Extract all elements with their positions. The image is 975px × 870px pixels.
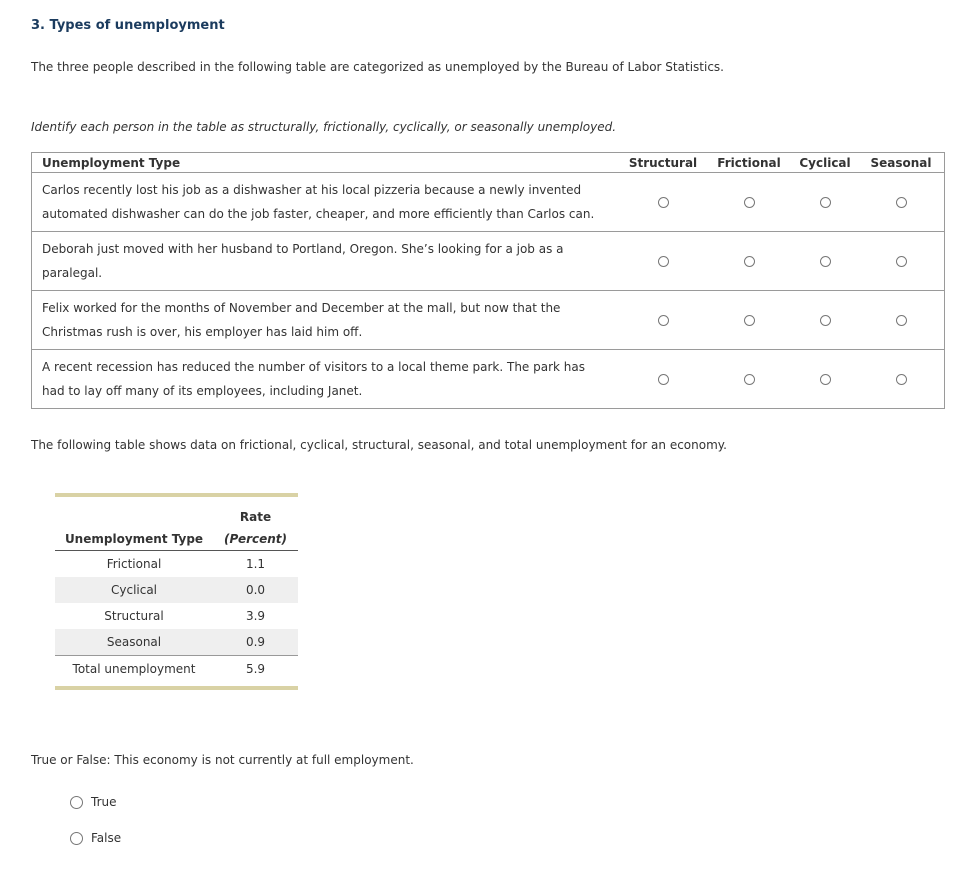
type-cell: Cyclical [55,577,213,603]
deborah-frictional-radio[interactable] [744,256,755,267]
table-row [32,350,945,409]
table-row [55,629,298,656]
data-header-row [55,497,298,528]
table-row [32,173,945,232]
true-radio[interactable] [70,796,83,809]
table-row [32,232,945,291]
percent-header: (Percent) [213,528,298,551]
cyclical-column-header: Cyclical [792,153,858,173]
false-label: False [91,831,122,845]
rate-cell: 0.0 [213,577,298,603]
rate-header: Rate [239,509,272,524]
felix-frictional-radio[interactable] [744,315,755,326]
table-bottom-rule [55,686,298,690]
false-option[interactable] [70,831,121,845]
deborah-seasonal-radio[interactable] [896,256,907,267]
table-row [55,551,298,578]
total-label: Total unemployment [55,656,213,687]
rate-cell: 3.9 [245,609,266,623]
true-option[interactable] [70,795,117,809]
row-description [32,232,621,291]
true-label: True [91,795,117,809]
row-description [32,173,621,232]
type-cell: Structural [104,609,164,623]
description-line: Christmas rush is over, his employer has laid him off. [42,325,363,339]
type-header: Unemployment Type [55,528,213,551]
total-rate: 5.9 [213,656,298,687]
rate-cell: 1.1 [245,557,266,571]
felix-cyclical-radio[interactable] [820,315,831,326]
description-line: paralegal. [42,266,103,280]
carlos-cyclical-radio[interactable] [820,197,831,208]
type-cell: Seasonal [55,629,213,656]
frictional-column-header: Frictional [706,153,792,173]
felix-seasonal-radio[interactable] [896,315,907,326]
deborah-structural-radio[interactable] [658,256,669,267]
janet-structural-radio[interactable] [658,374,669,385]
classification-header-row [32,153,945,173]
true-false-question: True or False: This economy is not currently at full employment. [31,753,414,767]
carlos-seasonal-radio[interactable] [896,197,907,208]
total-row [55,656,298,687]
rate-cell: 0.9 [213,629,298,656]
seasonal-column-header: Seasonal [858,153,945,173]
data-table-intro: The following table shows data on frictional, cyclical, structural, seasonal, and total unemployment for an economy. [31,438,727,452]
description-line: automated dishwasher can do the job faster, cheaper, and more efficiently than Carlos can. [42,207,595,221]
felix-structural-radio[interactable] [658,315,669,326]
description-line: Felix worked for the months of November and December at the mall, but now that the [42,301,561,315]
question-title: 3. Types of unemployment [31,18,225,33]
carlos-frictional-radio[interactable] [744,197,755,208]
janet-seasonal-radio[interactable] [896,374,907,385]
description-line: Deborah just moved with her husband to Portland, Oregon. She’s looking for a job as a [42,242,564,256]
table-row [55,603,298,629]
description-line: had to lay off many of its employees, including Janet. [42,384,363,398]
table-row [32,291,945,350]
intro-text: The three people described in the following table are categorized as unemployed by the Bureau of Labor Statistics. [31,60,724,74]
row-description [32,291,621,350]
structural-column-header: Structural [620,153,706,173]
unemployment-data-table [55,493,298,690]
description-line: A recent recession has reduced the number of visitors to a local theme park. The park has [42,360,586,374]
deborah-cyclical-radio[interactable] [820,256,831,267]
empty-header-cell [55,497,213,528]
type-column-header: Unemployment Type [32,153,621,173]
classification-table [31,152,945,409]
type-cell: Frictional [106,557,162,571]
row-description [32,350,621,409]
table-row [55,577,298,603]
data-header-row [55,528,298,551]
false-radio[interactable] [70,832,83,845]
description-line: Carlos recently lost his job as a dishwasher at his local pizzeria because a newly invented [42,183,582,197]
carlos-structural-radio[interactable] [658,197,669,208]
janet-cyclical-radio[interactable] [820,374,831,385]
janet-frictional-radio[interactable] [744,374,755,385]
instruction-text: Identify each person in the table as structurally, frictionally, cyclically, or seasonally unemployed. [31,120,617,134]
